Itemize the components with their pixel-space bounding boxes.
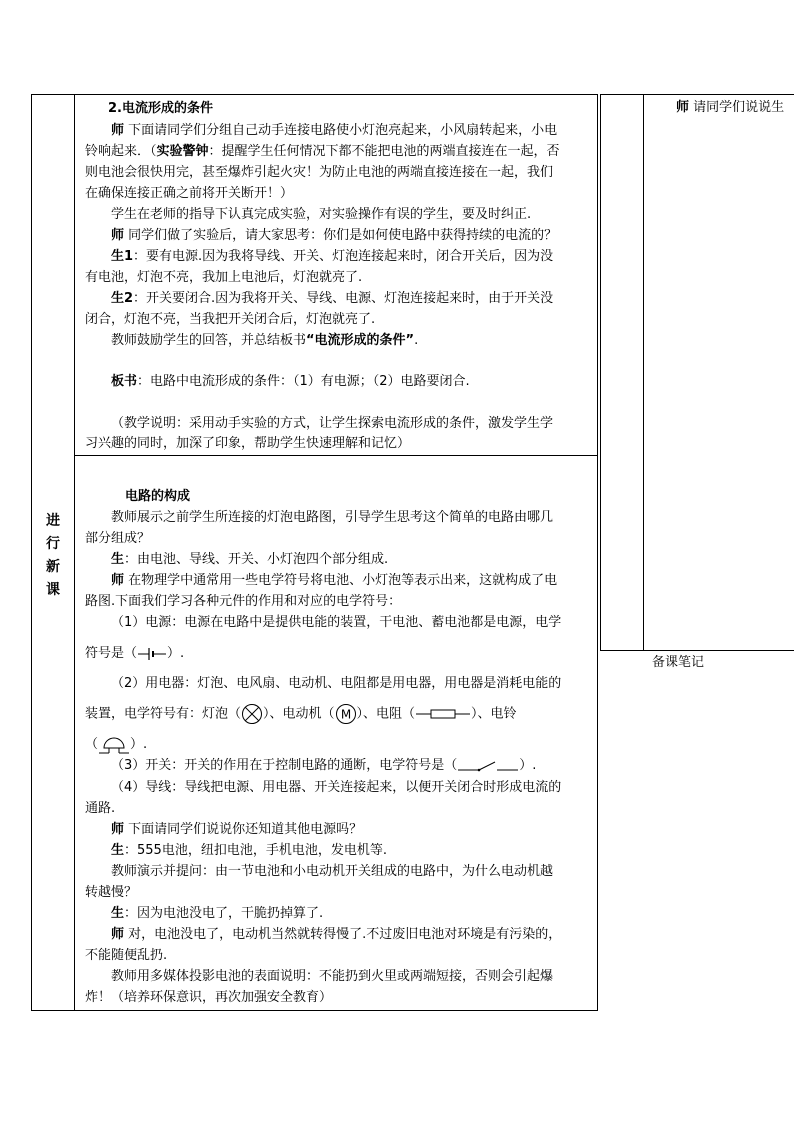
resistor-symbol-icon (415, 708, 471, 720)
s1-line: 则电池会很快用完，甚至爆炸引起火灾！为防止电池的两端直接连接在一起，我们 (85, 165, 554, 180)
battery-symbol-icon (137, 646, 167, 662)
section2-title: 电路的构成 (125, 489, 191, 504)
s2-line: 生：555电池，纽扣电池，手机电池，发电机等. (111, 843, 387, 858)
s1-line: 在确保连接正确之前将开关断开！） (85, 186, 294, 201)
s2-line: 师 在物理学中通常用一些电学符号将电池、小灯泡等表示出来，这就构成了电 (111, 573, 558, 588)
s2-line: （4）导线：导线把电源、用电器、开关连接起来，以便开关闭合时形成电流的 (111, 780, 562, 795)
notes-top-border (600, 94, 794, 95)
right-top-note: 师 请同学们说说生 (676, 100, 785, 115)
s1-line: 习兴趣的同时，加深了印象，帮助学生快速理解和记忆） (85, 436, 411, 451)
s2-line: 教师展示之前学生所连接的灯泡电路图，引导学生思考这个简单的电路由哪几 (111, 510, 554, 525)
s2-line: （3）开关：开关的作用在于控制电路的通断，电学符号是（ ）. (111, 758, 537, 773)
s2-line: 生：因为电池没电了，干脆扔掉算了. (111, 906, 324, 921)
s2-line: （ ）. (85, 737, 148, 752)
s1-line: 学生在老师的指导下认真完成实验，对实验操作有误的学生，要及时纠正. (111, 207, 532, 222)
s1-line: 生1：要有电源.因为我将导线、开关、灯泡连接起来时，闭合开关后，因为没 (111, 249, 554, 264)
s2-line: 教师演示并提问：由一节电池和小电动机开关组成的电路中，为什么电动机越 (111, 864, 554, 879)
motor-letter: M (340, 707, 351, 722)
table-left-border (31, 94, 32, 1011)
s2-line: 不能随便乱扔. (85, 948, 168, 963)
s2-line: 转越慢？ (85, 885, 138, 900)
notes-left-border (600, 94, 601, 650)
notes-col-divider (643, 94, 644, 650)
side-label-char: 进 (46, 513, 60, 529)
s2-line: 生：由电池、导线、开关、小灯泡四个部分组成. (111, 552, 389, 567)
s1-line: 师 下面请同学们分组自己动手连接电路使小灯泡亮起来，小风扇转起来，小电 (111, 123, 558, 138)
switch-symbol-icon (457, 760, 519, 772)
s1-line: 师 同学们做了实验后，请大家思考：你们是如何使电路中获得持续的电流的？ (111, 228, 558, 243)
s2-line: 师 对，电池没电了，电动机当然就转得慢了.不过废旧电池对环境是有污染的， (111, 927, 562, 942)
s2-line: 装置，电学符号有：灯泡（ ）、电动机（ M ）、电阻（ ）、电铃 (85, 703, 517, 726)
table-col-divider (74, 94, 75, 1011)
s2-line: （2）用电器：灯泡、电风扇、电动机、电阻都是用电器，用电器是消耗电能的 (111, 676, 562, 691)
notes-bottom-border (600, 650, 794, 651)
table-right-border (597, 94, 598, 1011)
s1-line: 有电池，灯泡不亮，我加上电池后，灯泡就亮了. (85, 270, 363, 285)
s1-line: 生2：开关要闭合.因为我将开关、导线、电源、灯泡连接起来时，由于开关没 (111, 291, 554, 306)
s1-line: 闭合，灯泡不亮，当我把开关闭合后，灯泡就亮了. (85, 312, 376, 327)
s1-line: 铃响起来．（实验警钟：提醒学生任何情况下都不能把电池的两端直接连在一起，否 (85, 144, 560, 159)
side-label-char: 课 (46, 582, 60, 598)
table-bottom-border (31, 1010, 597, 1011)
s2-line: 通路. (85, 801, 116, 816)
s2-line: 炸！（培养环保意识，再次加强安全教育） (85, 990, 333, 1005)
s1-line: 板书：电路中电流形成的条件：（1）有电源；（2）电路要闭合. (111, 374, 470, 389)
lamp-symbol-icon (241, 703, 263, 725)
experiment-warning-label: 实验警钟 (156, 144, 209, 159)
section-divider (74, 455, 597, 456)
s1-line: （教学说明：采用动手实验的方式，让学生探索电流形成的条件，激发学生学 (111, 416, 554, 431)
section1-title: 2.电流形成的条件 (108, 101, 213, 116)
bell-symbol-icon (98, 736, 130, 754)
motor-symbol-icon (335, 703, 357, 725)
right-notes-label: 备课笔记 (652, 655, 705, 670)
s2-line: （1）电源：电源在电路中是提供电能的装置，干电池、蓄电池都是电源，电学 (111, 615, 562, 630)
side-label-char: 新 (46, 559, 60, 575)
s1-line: 教师鼓励学生的回答，并总结板书“电流形成的条件”. (111, 333, 419, 348)
s2-line: 符号是（ ）. (85, 646, 185, 661)
s2-line: 路图.下面我们学习各种元件的作用和对应的电学符号： (85, 594, 402, 609)
s2-line: 师 下面请同学们说说你还知道其他电源吗？ (111, 822, 363, 837)
s2-line: 部分组成？ (85, 531, 151, 546)
s2-line: 教师用多媒体投影电池的表面说明：不能扔到火里或两端短接，否则会引起爆 (111, 969, 554, 984)
side-label-char: 行 (46, 536, 60, 552)
table-top-border (31, 94, 597, 95)
